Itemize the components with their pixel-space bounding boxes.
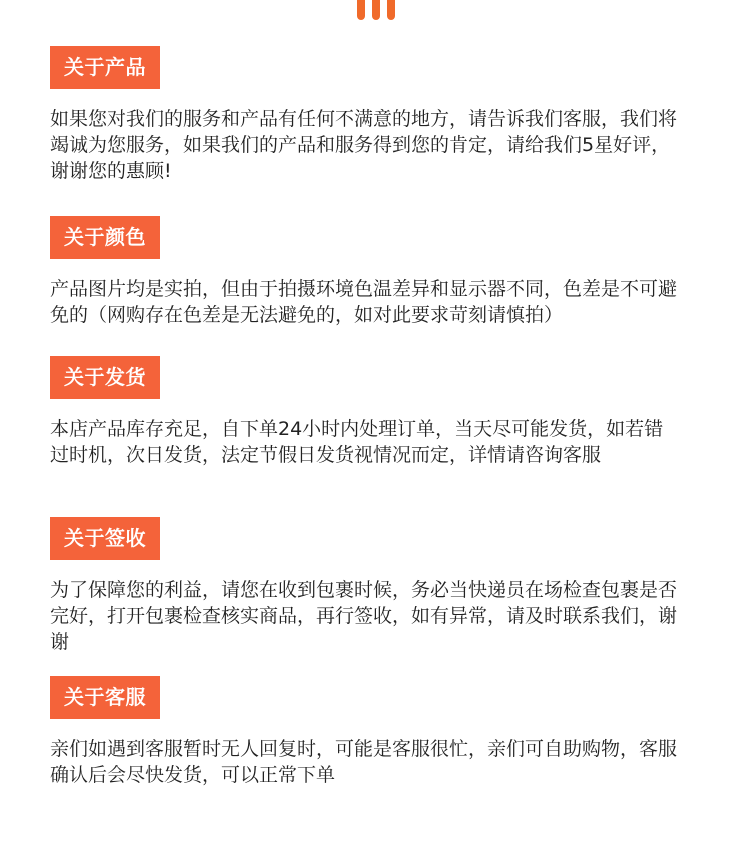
section-shipping — [50, 356, 710, 468]
section-title-badge: 关于颜色 — [50, 216, 160, 259]
section-body-text: 本店产品库存充足，自下单24小时内处理订单，当天尽可能发货，如若错过时机，次日发货，法定节假日发货视情况而定，详情请咨询客服 — [50, 418, 664, 466]
section-title-badge: 关于发货 — [50, 356, 160, 399]
section-product — [50, 46, 710, 184]
decoration-bar — [372, 0, 380, 20]
section-title-badge: 关于客服 — [50, 676, 160, 719]
section-title-badge: 关于产品 — [50, 46, 160, 89]
top-decoration — [357, 0, 395, 20]
section-body-text: 亲们如遇到客服暂时无人回复时，可能是客服很忙，亲们可自助购物，客服确认后会尽快发货，可以正常下单 — [50, 738, 678, 786]
section-body-text: 如果您对我们的服务和产品有任何不满意的地方，请告诉我们客服，我们将竭诚为您服务，如果我们的产品和服务得到您的肯定，请给我们5星好评，谢谢您的惠顾! — [50, 108, 678, 182]
decoration-bar — [387, 0, 395, 20]
section-body-text: 产品图片均是实拍，但由于拍摄环境色温差异和显示器不同，色差是不可避免的（网购存在色差是无法避免的，如对此要求苛刻请慎拍） — [50, 278, 678, 326]
section-color — [50, 216, 710, 328]
section-receipt — [50, 517, 710, 655]
section-customer-service — [50, 676, 710, 788]
section-body-text: 为了保障您的利益，请您在收到包裹时候，务必当快递员在场检查包裹是否完好，打开包裹检查核实商品，再行签收，如有异常，请及时联系我们，谢谢 — [50, 579, 678, 653]
section-title-badge: 关于签收 — [50, 517, 160, 560]
decoration-bar — [357, 0, 365, 20]
